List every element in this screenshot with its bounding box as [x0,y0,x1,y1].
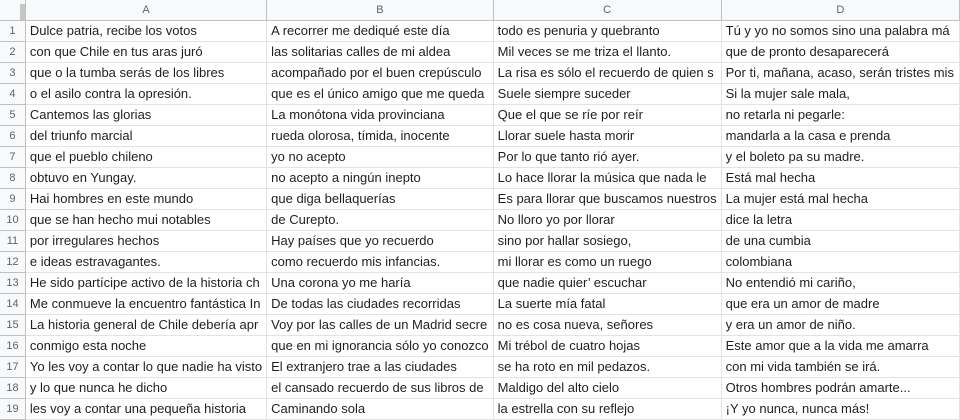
cell-c14[interactable]: La suerte mía fatal [493,294,721,315]
cell-b9[interactable]: que diga bellaquerías [267,189,494,210]
cell-d14[interactable]: que era un amor de madre [721,294,959,315]
select-all-corner[interactable] [0,0,25,21]
column-header-row [0,0,960,21]
row-header[interactable]: 17 [0,357,25,378]
cell-a15[interactable]: La historia general de Chile debería apr [25,315,266,336]
cell-d4[interactable]: Si la mujer sale mala, [721,84,959,105]
cell-d7[interactable]: y el boleto pa su madre. [721,147,959,168]
table-row [0,273,960,294]
cell-c2[interactable]: Mil veces se me triza el llanto. [493,42,721,63]
cell-b10[interactable]: de Curepto. [267,210,494,231]
table-row [0,105,960,126]
cell-c3[interactable]: La risa es sólo el recuerdo de quien s [493,63,721,84]
row-header[interactable]: 12 [0,252,25,273]
cell-a11[interactable]: por irregulares hechos [25,231,266,252]
cell-d15[interactable]: y era un amor de niño. [721,315,959,336]
cell-a19[interactable]: les voy a contar una pequeña historia [25,399,266,420]
table-row [0,252,960,273]
row-header[interactable]: 16 [0,336,25,357]
table-row [0,126,960,147]
cell-d17[interactable]: con mi vida también se irá. [721,357,959,378]
table-row [0,63,960,84]
cell-c15[interactable]: no es cosa nueva, señores [493,315,721,336]
cell-a7[interactable]: que el pueblo chileno [25,147,266,168]
cell-c16[interactable]: Mi trébol de cuatro hojas [493,336,721,357]
table-row [0,189,960,210]
cell-b1[interactable]: A recorrer me dediqué este día [267,21,494,42]
cell-c19[interactable]: la estrella con su reflejo [493,399,721,420]
cell-c7[interactable]: Por lo que tanto rió ayer. [493,147,721,168]
table-row [0,210,960,231]
cell-b19[interactable]: Caminando sola [267,399,494,420]
row-header[interactable]: 15 [0,315,25,336]
cell-c18[interactable]: Maldigo del alto cielo [493,378,721,399]
cell-d11[interactable]: de una cumbia [721,231,959,252]
cell-a17[interactable]: Yo les voy a contar lo que nadie ha visto [25,357,266,378]
cell-a2[interactable]: con que Chile en tus aras juró [25,42,266,63]
cell-a6[interactable]: del triunfo marcial [25,126,266,147]
cell-c8[interactable]: Lo hace llorar la música que nada le [493,168,721,189]
cell-c1[interactable]: todo es penuria y quebranto [493,21,721,42]
table-row [0,336,960,357]
cell-a14[interactable]: Me conmueve la encuentro fantástica In [25,294,266,315]
table-row [0,294,960,315]
table-row [0,315,960,336]
cell-b13[interactable]: Una corona yo me haría [267,273,494,294]
table-row [0,84,960,105]
cell-a3[interactable]: que o la tumba serás de los libres [25,63,266,84]
cell-a4[interactable]: o el asilo contra la opresión. [25,84,266,105]
cell-a8[interactable]: obtuvo en Yungay. [25,168,266,189]
cell-b5[interactable]: La monótona vida provinciana [267,105,494,126]
table-row [0,168,960,189]
row-header[interactable]: 9 [0,189,25,210]
cell-b12[interactable]: como recuerdo mis infancias. [267,252,494,273]
sheet-body [0,21,960,420]
table-row [0,399,960,420]
cell-b7[interactable]: yo no acepto [267,147,494,168]
row-header[interactable]: 2 [0,42,25,63]
cell-b4[interactable]: que es el único amigo que me queda [267,84,494,105]
cell-b16[interactable]: que en mi ignorancia sólo yo conozco [267,336,494,357]
cell-c12[interactable]: mi llorar es como un ruego [493,252,721,273]
cell-b2[interactable]: las solitarias calles de mi aldea [267,42,494,63]
cell-c11[interactable]: sino por hallar sosiego, [493,231,721,252]
cell-a10[interactable]: que se han hecho mui notables [25,210,266,231]
column-header-a[interactable]: A [25,0,266,21]
cell-c10[interactable]: No lloro yo por llorar [493,210,721,231]
cell-c4[interactable]: Suele siempre suceder [493,84,721,105]
cell-a9[interactable]: Hai hombres en este mundo [25,189,266,210]
row-header[interactable]: 11 [0,231,25,252]
cell-a12[interactable]: e ideas estravagantes. [25,252,266,273]
row-header[interactable]: 5 [0,105,25,126]
cell-d3[interactable]: Por ti, mañana, acaso, serán tristes mis [721,63,959,84]
cell-d1[interactable]: Tú y yo no somos sino una palabra má [721,21,959,42]
cell-d12[interactable]: colombiana [721,252,959,273]
table-row [0,21,960,42]
cell-b11[interactable]: Hay países que yo recuerdo [267,231,494,252]
cell-b18[interactable]: el cansado recuerdo de sus libros de [267,378,494,399]
cell-d5[interactable]: no retarla ni pegarle: [721,105,959,126]
cell-b17[interactable]: El extranjero trae a las ciudades [267,357,494,378]
cell-d16[interactable]: Este amor que a la vida me amarra [721,336,959,357]
table-row [0,378,960,399]
table-row [0,147,960,168]
column-header-c[interactable]: C [493,0,721,21]
row-header[interactable]: 7 [0,147,25,168]
cell-d18[interactable]: Otros hombres podrán amarte... [721,378,959,399]
cell-d8[interactable]: Está mal hecha [721,168,959,189]
row-header[interactable]: 19 [0,399,25,420]
cell-c6[interactable]: Llorar suele hasta morir [493,126,721,147]
cell-a16[interactable]: conmigo esta noche [25,336,266,357]
table-row [0,42,960,63]
row-header[interactable]: 18 [0,378,25,399]
cell-a1[interactable]: Dulce patria, recibe los votos [25,21,266,42]
cell-c17[interactable]: se ha roto en mil pedazos. [493,357,721,378]
cell-b8[interactable]: no acepto a ningún inepto [267,168,494,189]
row-header[interactable]: 4 [0,84,25,105]
cell-b6[interactable]: rueda olorosa, tímida, inocente [267,126,494,147]
cell-a5[interactable]: Cantemos las glorias [25,105,266,126]
column-header-b[interactable]: B [267,0,494,21]
row-header[interactable]: 14 [0,294,25,315]
cell-c13[interactable]: que nadie quier’ escuchar [493,273,721,294]
cell-c5[interactable]: Que el que se ríe por reír [493,105,721,126]
row-header[interactable]: 13 [0,273,25,294]
column-header-d[interactable]: D [721,0,959,21]
cell-b3[interactable]: acompañado por el buen crepúsculo [267,63,494,84]
cell-d13[interactable]: No entendió mi cariño, [721,273,959,294]
cell-d19[interactable]: ¡Y yo nunca, nunca más! [721,399,959,420]
table-row [0,357,960,378]
row-header[interactable]: 1 [0,21,25,42]
table-row [0,231,960,252]
cell-d10[interactable]: dice la letra [721,210,959,231]
row-header[interactable]: 3 [0,63,25,84]
cell-a18[interactable]: y lo que nunca he dicho [25,378,266,399]
cell-d6[interactable]: mandarla a la casa e prenda [721,126,959,147]
cell-c9[interactable]: Es para llorar que buscamos nuestros [493,189,721,210]
row-header[interactable]: 6 [0,126,25,147]
row-header[interactable]: 10 [0,210,25,231]
row-header[interactable]: 8 [0,168,25,189]
cell-b14[interactable]: De todas las ciudades recorridas [267,294,494,315]
cell-d9[interactable]: La mujer está mal hecha [721,189,959,210]
cell-b15[interactable]: Voy por las calles de un Madrid secre [267,315,494,336]
cell-a13[interactable]: He sido partícipe activo de la historia ch [25,273,266,294]
cell-d2[interactable]: que de pronto desaparecerá [721,42,959,63]
